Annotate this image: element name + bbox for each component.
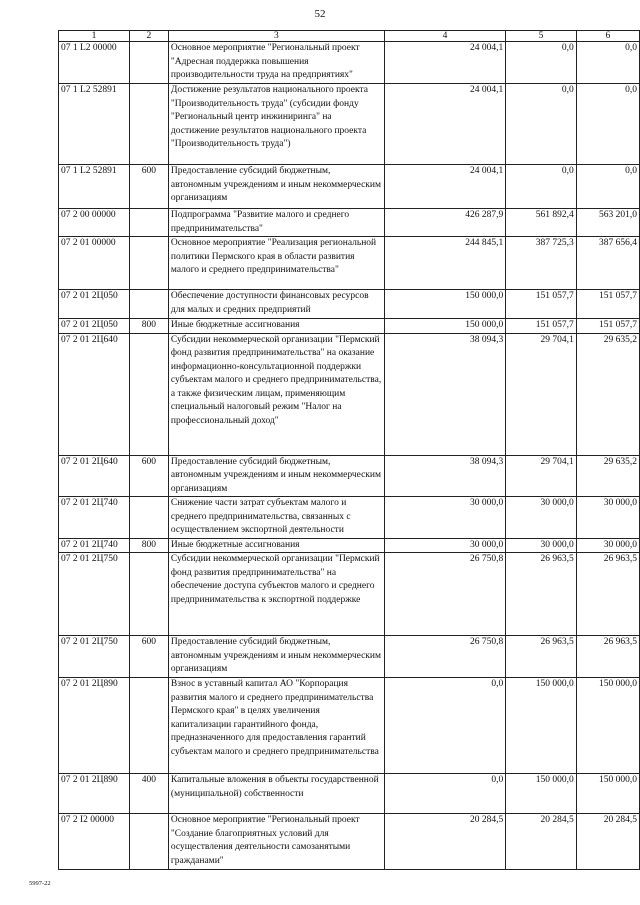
name-cell: Предоставление субсидий бюджетным, автономным учреждениям и иным некоммерческим организациям xyxy=(168,636,384,678)
value-cell-5: 151 057,7 xyxy=(506,319,577,334)
code-cell: 07 2 01 2Ц750 xyxy=(59,553,130,636)
value-cell-6: 151 057,7 xyxy=(576,319,639,334)
type-cell xyxy=(129,333,168,455)
value-cell-4: 30 000,0 xyxy=(384,497,505,539)
name-cell: Основное мероприятие "Региональный проект "Адресная поддержка повышения производительности труда на предприятиях" xyxy=(168,42,384,84)
name-cell: Предоставление субсидий бюджетным, автономным учреждениям и иным некоммерческим организациям xyxy=(168,455,384,497)
type-cell xyxy=(129,290,168,319)
table-header-row xyxy=(59,31,640,42)
value-cell-4: 426 287,9 xyxy=(384,209,505,237)
value-cell-5: 0,0 xyxy=(506,84,577,165)
table-row xyxy=(59,814,640,870)
table-row xyxy=(59,538,640,553)
table-row xyxy=(59,774,640,814)
value-cell-4: 150 000,0 xyxy=(384,319,505,334)
value-cell-5: 29 704,1 xyxy=(506,333,577,455)
type-cell xyxy=(129,814,168,870)
type-cell xyxy=(129,678,168,774)
type-cell xyxy=(129,42,168,84)
header-cell: 2 xyxy=(129,31,168,42)
value-cell-4: 150 000,0 xyxy=(384,290,505,319)
value-cell-4: 0,0 xyxy=(384,774,505,814)
value-cell-6: 0,0 xyxy=(576,165,639,209)
value-cell-5: 26 963,5 xyxy=(506,636,577,678)
value-cell-4: 26 750,8 xyxy=(384,636,505,678)
code-cell: 07 2 01 2Ц740 xyxy=(59,497,130,539)
type-cell xyxy=(129,209,168,237)
code-cell: 07 2 01 2Ц750 xyxy=(59,636,130,678)
code-cell: 07 2 01 2Ц890 xyxy=(59,774,130,814)
name-cell: Основное мероприятие "Реализация региональной политики Пермского края в области развития малого и среднего предпринимательства" xyxy=(168,237,384,290)
value-cell-5: 30 000,0 xyxy=(506,497,577,539)
code-cell: 07 2 I2 00000 xyxy=(59,814,130,870)
name-cell: Субсидии некоммерческой организации "Пермский фонд развития предпринимательства" на оказание информационно-консультационной поддержки субъектам малого и среднего предпринимательства, а также физическим лицам, применяющим специальный налоговый режим "Налог на профессиональный доход" xyxy=(168,333,384,455)
type-cell: 800 xyxy=(129,319,168,334)
page-number: 52 xyxy=(314,8,326,20)
value-cell-5: 150 000,0 xyxy=(506,774,577,814)
name-cell: Субсидии некоммерческой организации "Пермский фонд развития предпринимательства" на обеспечение доступа субъектов малого и среднего предпринимательства к экспортной поддержке xyxy=(168,553,384,636)
value-cell-5: 0,0 xyxy=(506,42,577,84)
value-cell-5: 29 704,1 xyxy=(506,455,577,497)
table-row xyxy=(59,319,640,334)
table-row xyxy=(59,84,640,165)
code-cell: 07 1 L2 52891 xyxy=(59,84,130,165)
header-cell: 5 xyxy=(506,31,577,42)
value-cell-4: 38 094,3 xyxy=(384,333,505,455)
table-row xyxy=(59,497,640,539)
table-row xyxy=(59,333,640,455)
name-cell: Взнос в уставный капитал АО "Корпорация развития малого и среднего предпринимательства Пермского края" в целях увеличения капитализации гарантийного фонда, предназначенного для предоставления гарантий субъектам малого и среднего предпринимательства xyxy=(168,678,384,774)
value-cell-4: 26 750,8 xyxy=(384,553,505,636)
type-cell xyxy=(129,237,168,290)
value-cell-6: 20 284,5 xyxy=(576,814,639,870)
header-cell: 6 xyxy=(576,31,639,42)
value-cell-5: 151 057,7 xyxy=(506,290,577,319)
code-cell: 07 2 00 00000 xyxy=(59,209,130,237)
name-cell: Капитальные вложения в объекты государственной (муниципальной) собственности xyxy=(168,774,384,814)
footer-code: 5997-22 xyxy=(29,880,51,887)
value-cell-4: 244 845,1 xyxy=(384,237,505,290)
value-cell-6: 150 000,0 xyxy=(576,678,639,774)
name-cell: Иные бюджетные ассигнования xyxy=(168,319,384,334)
value-cell-6: 387 656,4 xyxy=(576,237,639,290)
table-row xyxy=(59,678,640,774)
code-cell: 07 2 01 2Ц050 xyxy=(59,290,130,319)
value-cell-5: 26 963,5 xyxy=(506,553,577,636)
type-cell xyxy=(129,497,168,539)
value-cell-4: 24 004,1 xyxy=(384,165,505,209)
type-cell: 600 xyxy=(129,636,168,678)
header-cell: 3 xyxy=(168,31,384,42)
value-cell-6: 30 000,0 xyxy=(576,538,639,553)
name-cell: Подпрограмма "Развитие малого и среднего предпринимательства" xyxy=(168,209,384,237)
code-cell: 07 2 01 2Ц050 xyxy=(59,319,130,334)
value-cell-6: 26 963,5 xyxy=(576,636,639,678)
table-row xyxy=(59,165,640,209)
code-cell: 07 2 01 2Ц640 xyxy=(59,333,130,455)
value-cell-5: 150 000,0 xyxy=(506,678,577,774)
value-cell-6: 0,0 xyxy=(576,84,639,165)
name-cell: Обеспечение доступности финансовых ресурсов для малых и средних предприятий xyxy=(168,290,384,319)
value-cell-6: 26 963,5 xyxy=(576,553,639,636)
value-cell-6: 150 000,0 xyxy=(576,774,639,814)
name-cell: Основное мероприятие "Региональный проект "Создание благоприятных условий для осуществления деятельности самозанятыми гражданами" xyxy=(168,814,384,870)
code-cell: 07 2 01 2Ц890 xyxy=(59,678,130,774)
table-row xyxy=(59,42,640,84)
table-row xyxy=(59,455,640,497)
code-cell: 07 2 01 00000 xyxy=(59,237,130,290)
value-cell-5: 20 284,5 xyxy=(506,814,577,870)
type-cell: 400 xyxy=(129,774,168,814)
value-cell-4: 38 094,3 xyxy=(384,455,505,497)
value-cell-5: 561 892,4 xyxy=(506,209,577,237)
name-cell: Снижение части затрат субъектам малого и среднего предпринимательства, связанных с осуществлением экспортной деятельности xyxy=(168,497,384,539)
type-cell xyxy=(129,553,168,636)
value-cell-6: 29 635,2 xyxy=(576,333,639,455)
table-row xyxy=(59,636,640,678)
type-cell: 800 xyxy=(129,538,168,553)
value-cell-6: 30 000,0 xyxy=(576,497,639,539)
header-cell: 4 xyxy=(384,31,505,42)
code-cell: 07 2 01 2Ц640 xyxy=(59,455,130,497)
value-cell-5: 0,0 xyxy=(506,165,577,209)
value-cell-4: 24 004,1 xyxy=(384,42,505,84)
table-row xyxy=(59,290,640,319)
header-cell: 1 xyxy=(59,31,130,42)
type-cell xyxy=(129,84,168,165)
code-cell: 07 1 L2 00000 xyxy=(59,42,130,84)
value-cell-4: 0,0 xyxy=(384,678,505,774)
table-row xyxy=(59,553,640,636)
code-cell: 07 2 01 2Ц740 xyxy=(59,538,130,553)
value-cell-4: 24 004,1 xyxy=(384,84,505,165)
value-cell-4: 20 284,5 xyxy=(384,814,505,870)
value-cell-4: 30 000,0 xyxy=(384,538,505,553)
value-cell-6: 151 057,7 xyxy=(576,290,639,319)
name-cell: Достижение результатов национального проекта "Производительность труда" (субсидии фонду "Региональный центр инжиниринга" на достижение результатов национального проекта "Производительность труда") xyxy=(168,84,384,165)
name-cell: Иные бюджетные ассигнования xyxy=(168,538,384,553)
budget-table xyxy=(58,30,640,870)
type-cell: 600 xyxy=(129,165,168,209)
name-cell: Предоставление субсидий бюджетным, автономным учреждениям и иным некоммерческим организациям xyxy=(168,165,384,209)
value-cell-5: 30 000,0 xyxy=(506,538,577,553)
value-cell-6: 29 635,2 xyxy=(576,455,639,497)
table-row xyxy=(59,237,640,290)
value-cell-6: 563 201,0 xyxy=(576,209,639,237)
code-cell: 07 1 L2 52891 xyxy=(59,165,130,209)
value-cell-6: 0,0 xyxy=(576,42,639,84)
type-cell: 600 xyxy=(129,455,168,497)
value-cell-5: 387 725,3 xyxy=(506,237,577,290)
table-row xyxy=(59,209,640,237)
